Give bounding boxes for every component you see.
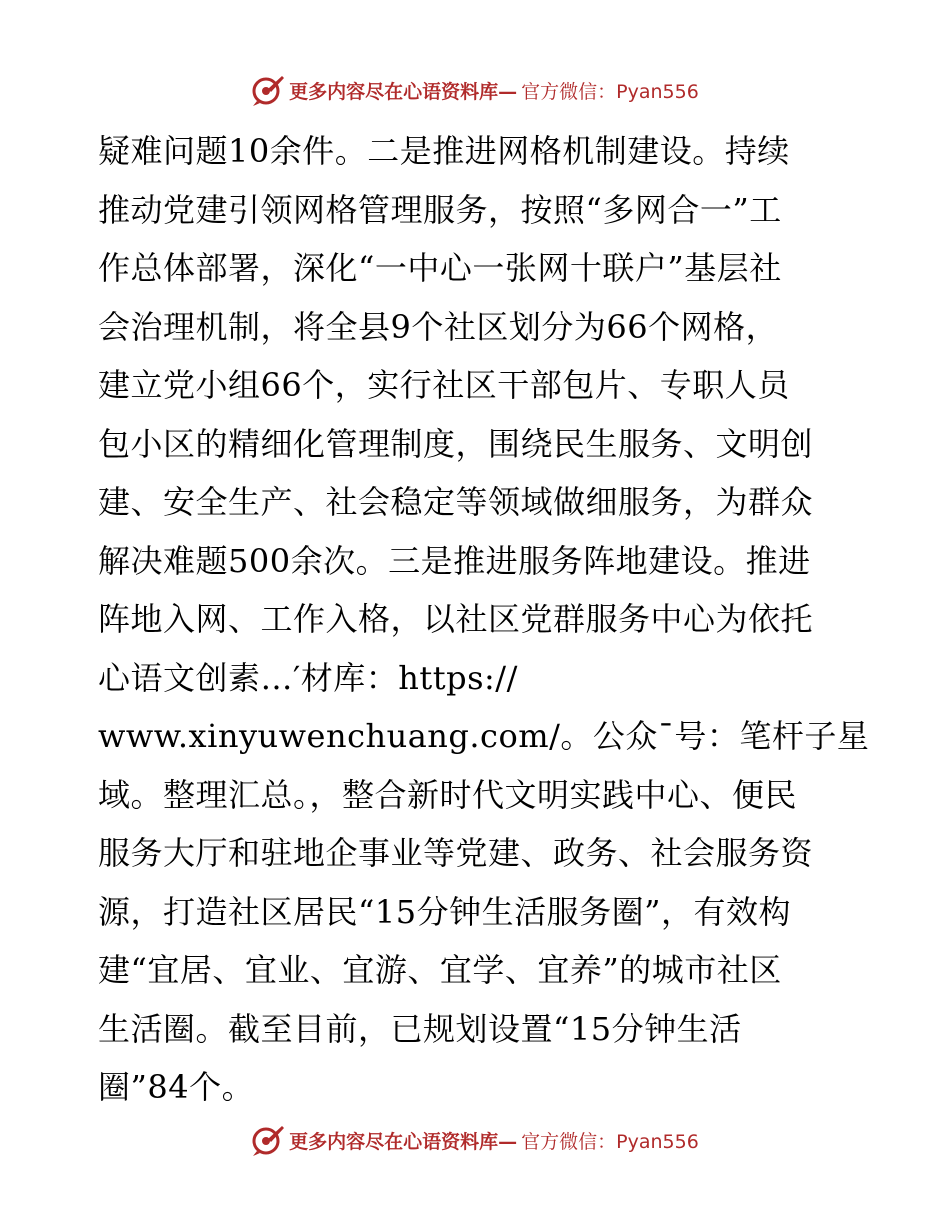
body-line: 源，打造社区居民“15分钟生活服务圈”，有效构 xyxy=(98,892,791,931)
body-line: 作总体部署，深化“一中心一张网十联户”基层社 xyxy=(98,249,782,287)
body-line: 建、安全生产、社会稳定等领域做细服务，为群众 xyxy=(98,483,814,521)
body-line: 阵地入网、工作入格，以社区党群服务中心为依托 xyxy=(98,600,814,638)
body-line: 服务大厅和驻地企事业等党建、政务、社会服务资 xyxy=(98,834,814,872)
pen-logo-icon xyxy=(251,73,285,107)
body-line: 疑难问题10余件。二是推进网格机制建设。持续 xyxy=(98,132,790,170)
body-line: 会治理机制，将全县9个社区划分为66个网格， xyxy=(98,307,779,346)
body-line: 推动党建引领网格管理服务，按照“多网合一”工 xyxy=(98,190,782,229)
body-line: 心语文创素…′材库：https:// xyxy=(98,658,518,697)
banner-title: 更多内容尽在心语资料库— xyxy=(289,80,518,103)
body-line: www.xinyuwenchuang.com/。公众¯号：笔杆子星 xyxy=(98,717,870,755)
body-line: 域。整理汇总。，整合新时代文明实践中心、便民 xyxy=(98,775,798,814)
body-line: 生活圈。截至目前，已规划设置“15分钟生活 xyxy=(98,1009,742,1048)
body-line: 包小区的精细化管理制度，围绕民生服务、文明创 xyxy=(98,424,814,463)
body-line: 建立党小组66个，实行社区干部包片、专职人员 xyxy=(98,366,790,404)
banner-title: 更多内容尽在心语资料库— xyxy=(289,1130,518,1153)
body-line: 解决难题500余次。三是推进服务阵地建设。推进 xyxy=(98,541,811,580)
banner-wechat: 官方微信：Pyan556 xyxy=(521,1130,699,1153)
document-body xyxy=(98,122,868,1117)
footer-banner xyxy=(0,1120,950,1160)
pen-logo-icon xyxy=(251,1123,285,1157)
banner-wechat: 官方微信：Pyan556 xyxy=(521,80,699,103)
header-banner xyxy=(0,70,950,110)
body-line: 圈”84个。 xyxy=(98,1068,255,1106)
body-line: 建“宜居、宜业、宜游、宜学、宜养”的城市社区 xyxy=(98,951,782,989)
